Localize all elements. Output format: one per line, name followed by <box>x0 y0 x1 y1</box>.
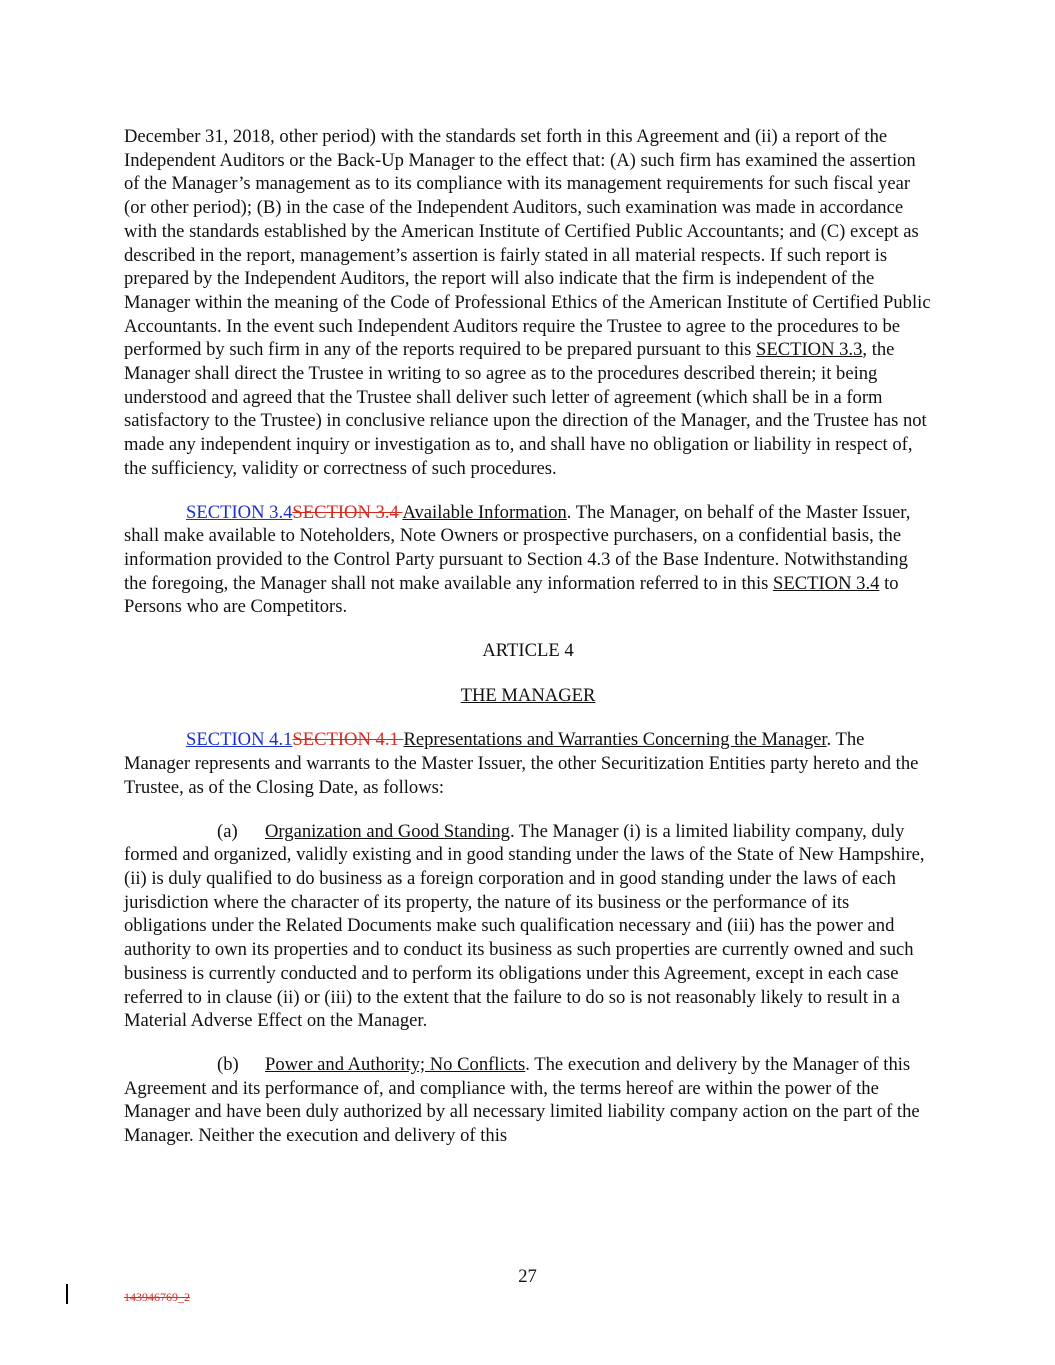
section-3-4-text-end: to Persons who are Competitors. <box>124 572 899 618</box>
section-4-1-deleted-number: SECTION 4.1 <box>292 729 404 751</box>
article-number: ARTICLE 4 <box>482 640 574 662</box>
section-3-4-inserted-number: SECTION 3.4 <box>186 501 293 523</box>
section-4-1-text: . The Manager represents and warrants to the Master Issuer, the other Securitization Entities party hereto and the Trustee, as of the Closing Date, as follows: <box>124 729 919 798</box>
revision-change-bar <box>66 1284 68 1304</box>
paragraph-text: December 31, 2018, other period) with the standards set forth in this Agreement and (ii) a report of the Independent Auditors or the Back-Up Manager to the effect that: (A) such firm has examined the assertion of the Manager’s management as to its compliance with its management requirements for such fiscal year (or other period); (B) in the case of the Independent Auditors, such examination was made in accordance with the standards established by the American Institute of Certified Public Accountants; and (C) except as described in the report, management’s assertion is fairly stated in all material respects. If such report is prepared by the Independent Auditors, the report will also indicate that the firm is independent of the Manager within the meaning of the Code of Professional Ethics of the American Institute of Certified Public Accountants. In the event such Independent Auditors require the Trustee to agree to the procedures to be performed by such firm in any of the reports required to be prepared pursuant to this <box>124 126 931 361</box>
section-3-4-text: . The Manager, on behalf of the Master Issuer, shall make available to Noteholders, Note Owners or prospective purchasers, on a confidential basis, the information provided to the Control Party pursuant to Section 4.3 of the Base Indenture. Notwithstanding the foregoing, the Manager shall not make available any information referred to in this <box>124 501 911 594</box>
paragraph-section-3-3-continuation <box>124 125 932 481</box>
section-3-4-title: Available Information <box>402 501 567 523</box>
paragraph-text: , the Manager shall direct the Trustee in writing to so agree as to the procedures described therein; it being understood and agreed that the Trustee shall deliver such letter of agreement (which shall be in a form satisfactory to the Trustee) in conclusive reliance upon the direction of the Manager, and the Trustee has not made any independent inquiry or investigation as to, and shall have no obligation or liability in respect of, the sufficiency, validity or correctness of such procedures. <box>124 339 927 479</box>
clause-a-text: . The Manager (i) is a limited liability company, duly formed and organized, validly existing and in good standing under the laws of the State of New Hampshire, (ii) is duly qualified to do business as a foreign corporation and in good standing under the laws of each jurisdiction where the character of its property, the nature of its business or the performance of its obligations under the Related Documents make such qualification necessary and (iii) has the power and authority to own its properties and to conduct its business as such properties are currently owned and such business is currently conducted and to perform its obligations under this Agreement, except in each case referred to in clause (ii) or (iii) to the extent that the failure to do so is not reasonably likely to result in a Material Adverse Effect on the Manager. <box>124 820 925 1032</box>
clause-b-title: Power and Authority; No Conflicts <box>265 1053 526 1075</box>
section-4-1-title: Representations and Warranties Concerning the Manager <box>403 729 827 751</box>
section-3-4-paragraph <box>124 501 932 620</box>
clause-b-paragraph <box>124 1053 932 1148</box>
page-number: 27 <box>518 1266 537 1287</box>
clause-b-text: . The execution and delivery by the Manager of this Agreement and its performance of, and compliance with, the terms hereof are within the power of the Manager and have been duly authorized by all necessary limited liability company action on the part of the Manager. Neither the execution and delivery of this <box>124 1053 920 1147</box>
document-body <box>124 125 932 1168</box>
section-4-1-inserted-number: SECTION 4.1 <box>186 729 293 751</box>
clause-a-title: Organization and Good Standing <box>265 820 510 842</box>
section-3-4-reference: SECTION 3.4 <box>773 572 880 594</box>
section-3-3-reference: SECTION 3.3 <box>756 339 863 361</box>
section-3-4-deleted-number: SECTION 3.4 <box>292 501 403 523</box>
document-id: 143946769_2 <box>124 1290 190 1304</box>
clause-b-label: (b) <box>217 1053 239 1075</box>
clause-a-label: (a) <box>217 820 238 842</box>
clause-a-paragraph <box>124 820 932 1033</box>
section-4-1-paragraph <box>124 728 932 799</box>
article-title: THE MANAGER <box>460 684 596 706</box>
